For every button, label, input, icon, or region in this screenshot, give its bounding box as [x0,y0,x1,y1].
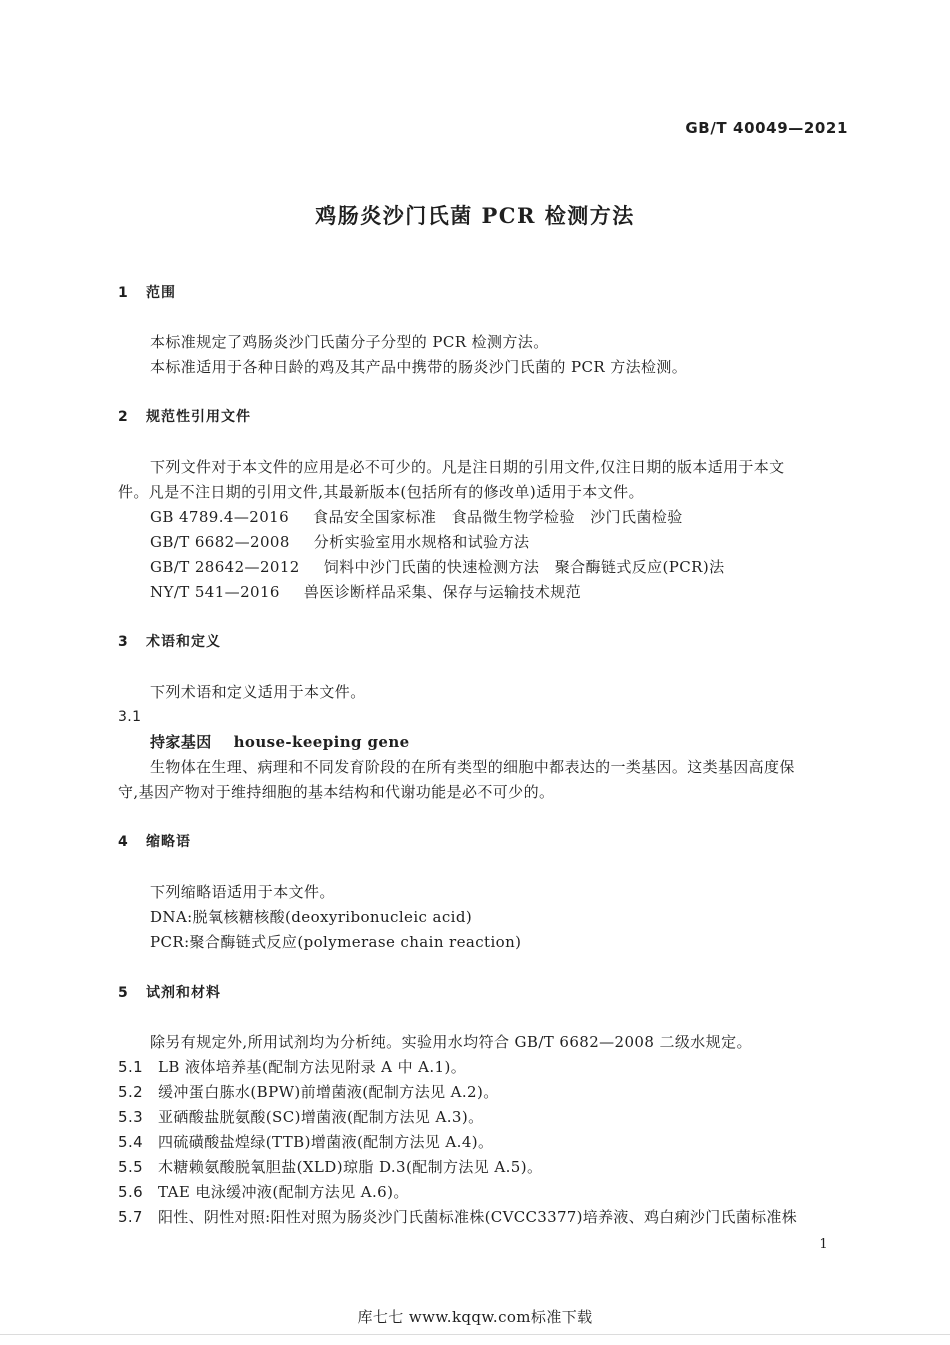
reagent-text: 阳性、阴性对照:阳性对照为肠炎沙门氏菌标准株(CVCC3377)培养液、鸡白痢沙门氏菌标准株 [158,1208,797,1226]
document-title: 鸡肠炎沙门氏菌 PCR 检测方法 [315,203,635,228]
reference-code: GB/T 6682—2008 [150,533,290,551]
section-5-para: 除另有规定外,所用试剂均为分析纯。实验用水均符合 GB/T 6682—2008 二级水规定。 [150,1033,752,1051]
section-2-para-line-2: 件。凡是不注日期的引用文件,其最新版本(包括所有的修改单)适用于本文件。 [118,483,644,501]
reagent-item [118,1107,483,1127]
footer-divider [0,1334,950,1335]
reagent-text: 缓冲蛋白胨水(BPW)前增菌液(配制方法见 A.2)。 [158,1083,499,1101]
reference-title: 食品安全国家标准 食品微生物学检验 沙门氏菌检验 [313,508,683,526]
reagent-number: 5.4 [118,1133,144,1151]
section-1-number: 1 [118,285,129,301]
section-4-title: 缩略语 [146,834,191,850]
standard-number: GB/T 40049—2021 [685,119,848,137]
reagent-text: 亚硒酸盐胱氨酸(SC)增菌液(配制方法见 A.3)。 [158,1108,484,1126]
abbreviation-item: PCR:聚合酶链式反应(polymerase chain reaction) [150,933,522,951]
reference-code: NY/T 541—2016 [150,583,280,601]
section-3-para: 下列术语和定义适用于本文件。 [150,683,366,701]
reagent-item [118,1157,542,1177]
section-2-number: 2 [118,409,129,425]
page-number: 1 [819,1237,828,1252]
reference-title: 兽医诊断样品采集、保存与运输技术规范 [303,583,582,601]
section-4-number: 4 [118,834,129,850]
section-3-number: 3 [118,634,129,650]
reagent-item [118,1057,466,1077]
reagent-number: 5.1 [118,1058,144,1076]
reagent-item [118,1182,409,1202]
section-1-heading [118,283,176,303]
reagent-item [118,1207,797,1227]
term-number: 3.1 [118,709,142,725]
term-chinese: 持家基因 [150,733,212,751]
section-1-para-2: 本标准适用于各种日龄的鸡及其产品中携带的肠炎沙门氏菌的 PCR 方法检测。 [150,358,688,376]
reference-item [150,557,725,577]
reagent-number: 5.3 [118,1108,144,1126]
section-1-title: 范围 [146,285,176,301]
section-5-title: 试剂和材料 [146,985,221,1001]
term-english: house-keeping gene [233,733,410,751]
section-1-para-1: 本标准规定了鸡肠炎沙门氏菌分子分型的 PCR 检测方法。 [150,333,549,351]
reagent-text: LB 液体培养基(配制方法见附录 A 中 A.1)。 [158,1058,467,1076]
section-3-title: 术语和定义 [146,634,221,650]
reagent-item [118,1082,499,1102]
reagent-text: 四硫磺酸盐煌绿(TTB)增菌液(配制方法见 A.4)。 [158,1133,494,1151]
section-4-para: 下列缩略语适用于本文件。 [150,883,335,901]
term-definition-line-2: 守,基因产物对于维持细胞的基本结构和代谢功能是必不可少的。 [118,783,555,801]
reference-item [150,532,529,552]
reference-code: GB/T 28642—2012 [150,558,300,576]
section-3-heading [118,632,221,652]
term-definition-line-1: 生物体在生理、病理和不同发育阶段的在所有类型的细胞中都表达的一类基因。这类基因高度保 [150,758,795,776]
section-2-para-line-1: 下列文件对于本文件的应用是必不可少的。凡是注日期的引用文件,仅注日期的版本适用于本文 [150,458,785,476]
reagent-number: 5.6 [118,1183,144,1201]
section-5-number: 5 [118,985,129,1001]
reagent-text: 木糖赖氨酸脱氧胆盐(XLD)琼脂 D.3(配制方法见 A.5)。 [158,1158,543,1176]
section-4-heading [118,832,191,852]
footer-watermark: 库七七 www.kqqw.com标准下载 [357,1308,593,1326]
reagent-number: 5.5 [118,1158,144,1176]
reference-title: 饲料中沙门氏菌的快速检测方法 聚合酶链式反应(PCR)法 [323,558,725,576]
reference-title: 分析实验室用水规格和试验方法 [313,533,530,551]
reagent-number: 5.2 [118,1083,144,1101]
term-heading [150,732,410,752]
section-5-heading [118,983,221,1003]
reagent-number: 5.7 [118,1208,143,1226]
reference-item [150,507,683,527]
reference-code: GB 4789.4—2016 [150,508,290,526]
reference-item [150,582,581,602]
section-2-title: 规范性引用文件 [146,409,251,425]
reagent-text: TAE 电泳缓冲液(配制方法见 A.6)。 [158,1183,409,1201]
section-2-heading [118,407,251,427]
reagent-item [118,1132,493,1152]
abbreviation-item: DNA:脱氧核糖核酸(deoxyribonucleic acid) [150,908,473,926]
